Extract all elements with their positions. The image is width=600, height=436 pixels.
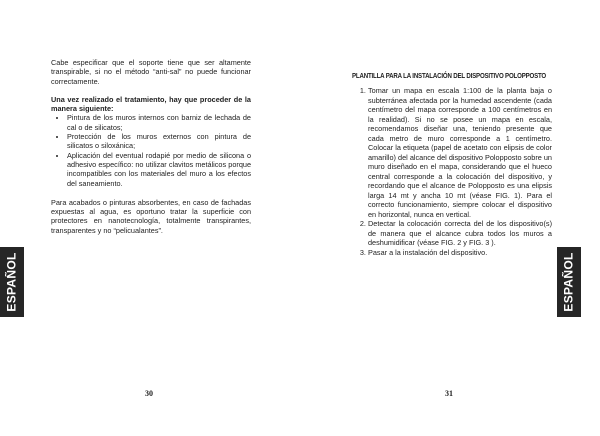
section-title: PLANTILLA PARA LA INSTALACIÓN DEL DISPOSITIVO POLOPPOSTO bbox=[352, 71, 547, 80]
step-item: 2. Detectar la colocación correcta del de los dispositivo(s) de manera que el alcance cubra todos los muros a deshumidificar (véase FIG. 2 y FIG. 3 ). bbox=[368, 219, 552, 248]
intro-paragraph: Cabe especificar que el soporte tiene que ser altamente transpirable, si no el método “anti-sal” no puede funcionar correctamente. bbox=[51, 58, 251, 86]
finishes-paragraph: Para acabados o pinturas absorbentes, en caso de fachadas expuestas al agua, es oportuno tratar la superficie con protectores en nanotecnología, totalmente transpirantes, transparentes y no “pelicualantes”. bbox=[51, 197, 251, 235]
step-item: 1. Tomar un mapa en escala 1:100 de la planta baja o subterránea afectada por la humedad ascendente (cada centímetro del mapa corresponde a 100 centímetros en la realidad). Si no se posee un mapa en escala, recomendamos diseñar una, teniendo presente que cada metro de muro corresponde a 1 centímetro. Colocar la etiqueta (papel de acetato con elipsis de color amarillo) del alcance del dispositivo Polopposto sobre un muro diseñado en el mapa, considerando que el hueco central corresponde a la colocación del dispositivo, y recordando que el alcance de Polopposto es una elipsis larga 14 mt y ancha 10 mt (véase FIG. 1). Para el correcto funcionamiento, siempre colocar el dispositivo en horizontal, nunca en vertical. bbox=[368, 86, 552, 219]
list-item: • Aplicación del eventual rodapié por medio de silicona o adhesivo específico: no utilizar clavitos metálicos porque incompatibles con los materiales del muro a los efectos del saneamiento. bbox=[67, 151, 251, 188]
language-tab-label: ESPAÑOL bbox=[5, 252, 19, 312]
left-text-column bbox=[51, 58, 251, 244]
list-item: • Pintura de los muros internos con barniz de lechada de cal o de silicatos; bbox=[67, 113, 251, 132]
treatment-heading: Una vez realizado el tratamiento, hay que proceder de la manera siguiente: bbox=[51, 94, 251, 114]
language-tab-left bbox=[0, 247, 24, 317]
right-text-column bbox=[356, 86, 552, 257]
instruction-steps bbox=[356, 86, 552, 257]
page-number-right: 31 bbox=[445, 389, 453, 398]
page-number-left: 30 bbox=[145, 389, 153, 398]
treatment-list bbox=[51, 113, 251, 187]
language-tab-right bbox=[557, 247, 581, 317]
list-item: • Protección de los muros externos con pintura de silicatos o siloxánica; bbox=[67, 132, 251, 151]
language-tab-label: ESPAÑOL bbox=[562, 252, 576, 312]
step-item: 3. Pasar a la instalación del dispositivo. bbox=[368, 248, 552, 258]
